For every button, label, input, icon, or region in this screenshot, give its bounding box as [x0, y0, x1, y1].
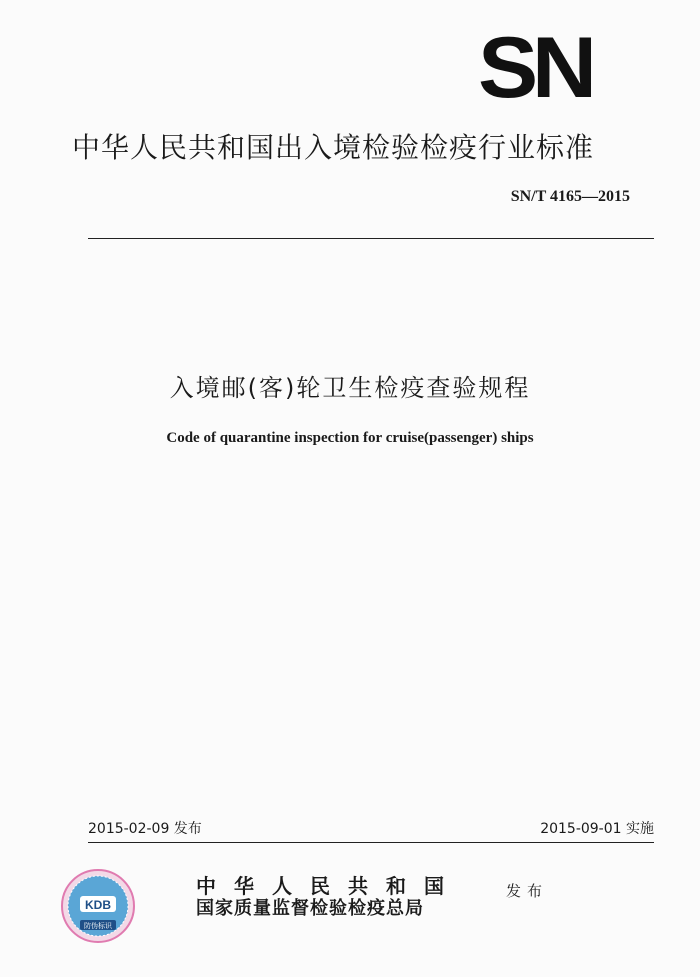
effective-date: 2015-09-01 实施	[540, 821, 654, 837]
header-divider	[88, 238, 654, 239]
document-title-english: Code of quarantine inspection for cruise(passenger) ships	[166, 430, 534, 446]
seal-lower-text: 防伪标识	[84, 922, 112, 930]
anti-counterfeit-seal	[60, 868, 136, 944]
document-title-chinese: 入境邮(客)轮卫生检疫查验规程	[169, 374, 531, 402]
publisher-line-1: 中华人民共和国	[196, 874, 462, 898]
publish-label: 发布	[506, 882, 549, 900]
publisher-line-2: 国家质量监督检验检疫总局	[196, 898, 424, 919]
standard-category-title: 中华人民共和国出入境检验检疫行业标准	[72, 131, 595, 164]
standard-code: SN/T 4165—2015	[510, 188, 630, 205]
issue-date: 2015-02-09 发布	[88, 821, 202, 837]
footer-divider	[88, 842, 654, 843]
sn-logo: SN	[478, 20, 591, 116]
seal-center-text: KDB	[85, 898, 111, 912]
